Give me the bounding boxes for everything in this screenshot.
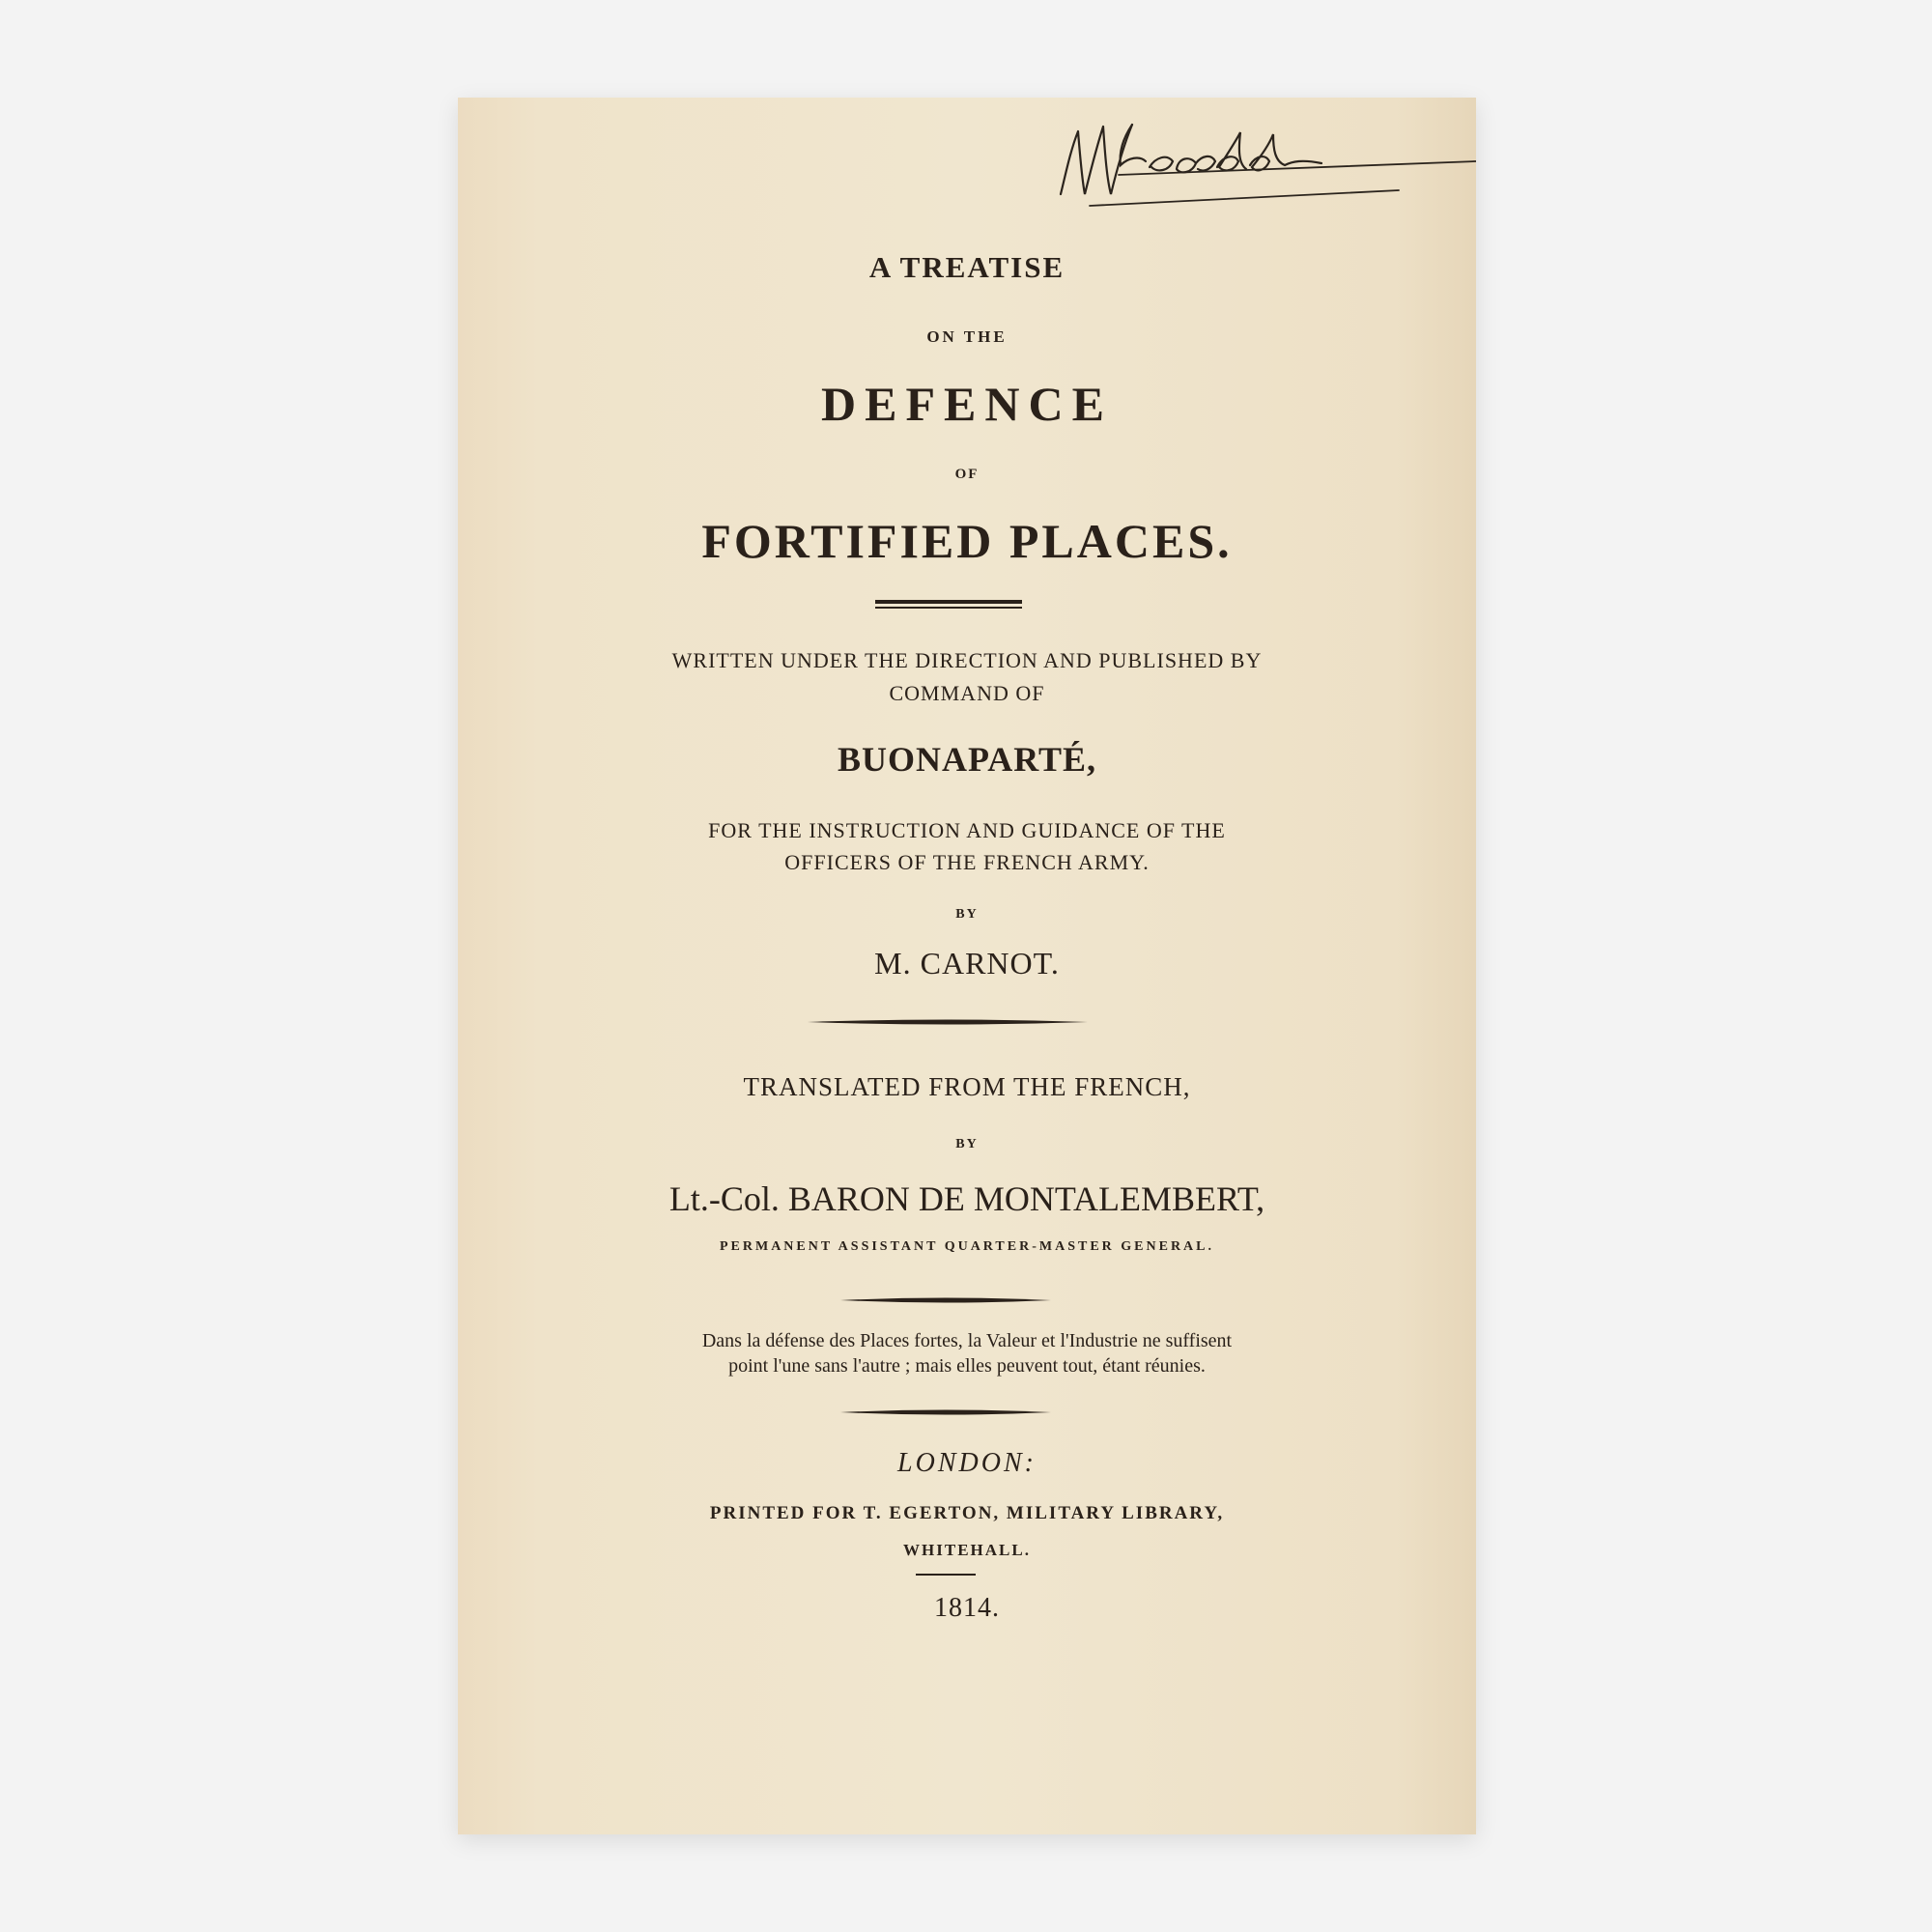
short-rule — [916, 1574, 976, 1576]
year: 1814. — [934, 1593, 1000, 1623]
written-under-line-1: WRITTEN UNDER THE DIRECTION AND PUBLISHED BY — [671, 648, 1263, 672]
printer-line-2: WHITEHALL. — [903, 1541, 1031, 1559]
epigraph-line-2: point l'une sans l'autre ; mais elles peuvent tout, étant réunies. — [728, 1355, 1206, 1377]
fortified-places-heading: FORTIFIED PLACES. — [701, 514, 1233, 568]
epigraph-line-1: Dans la défense des Places fortes, la Valeur et l'Industrie ne suffisent — [701, 1330, 1233, 1351]
swelled-rule — [840, 1407, 1051, 1417]
by-line-2: BY — [955, 1137, 979, 1151]
swelled-rule — [840, 1295, 1051, 1305]
printer-line-1: PRINTED FOR T. EGERTON, MILITARY LIBRARY, — [709, 1503, 1225, 1523]
author-name: M. CARNOT. — [874, 946, 1060, 980]
title-page — [458, 98, 1476, 1834]
on-the-line: ON THE — [926, 327, 1008, 346]
translator-role: PERMANENT ASSISTANT QUARTER-MASTER GENERAL. — [719, 1239, 1215, 1254]
instruction-line-1: FOR THE INSTRUCTION AND GUIDANCE OF THE — [708, 818, 1226, 842]
written-under-line-2: COMMAND OF — [889, 681, 1045, 705]
of-line: OF — [954, 467, 980, 482]
instruction-line-2: OFFICERS OF THE FRENCH ARMY. — [784, 850, 1150, 874]
translator-name: BARON DE MONTALEMBERT, — [787, 1179, 1265, 1218]
treatise-line: A TREATISE — [868, 250, 1065, 284]
translator-line — [458, 1181, 1476, 1216]
by-line-1: BY — [955, 907, 979, 922]
swelled-rule — [808, 1017, 1088, 1027]
defence-heading: DEFENCE — [821, 377, 1113, 431]
place-of-publication: LONDON: — [897, 1448, 1037, 1478]
double-rule — [875, 600, 1022, 610]
translated-line: TRANSLATED FROM THE FRENCH, — [743, 1072, 1191, 1101]
translator-prefix: Lt.-Col. — [668, 1179, 780, 1218]
buonaparte-name: BUONAPARTÉ, — [837, 740, 1097, 779]
signature-image — [1032, 98, 1476, 233]
